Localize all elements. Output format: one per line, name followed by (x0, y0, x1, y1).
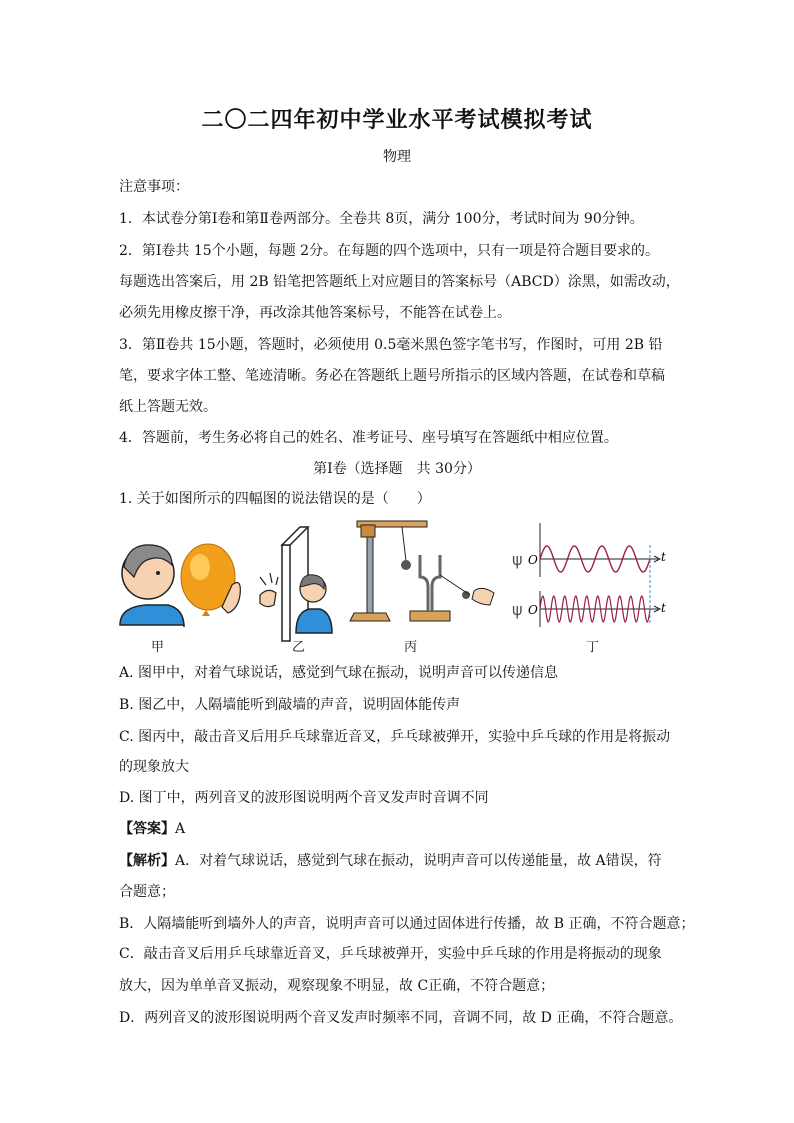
analysis-line (119, 852, 689, 870)
note-line: 3．第Ⅱ卷共 15小题，答题时，必须使用 0.5毫米黑色签字笔书写，作图时，可用 2B 铅 (119, 337, 663, 353)
question-stem: 1. 关于如图所示的四幅图的说法错误的是（ ） (119, 491, 431, 507)
section-title: 第Ⅰ卷（选择题 共 30分） (313, 461, 481, 477)
answer-label: 【答案】 (119, 821, 175, 837)
analysis-line: C．敲击音叉后用乒乓球靠近音叉，乒乓球被弹开，实验中乒乓球的作用是将振动的现象 (119, 946, 662, 962)
analysis-line: 放大，因为单单音叉振动，观察现象不明显，故 C正确，不符合题意； (119, 978, 555, 994)
analysis-line: D．两列音叉的波形图说明两个音叉发声时频率不同，音调不同，故 D 正确，不符合题意。 (119, 1010, 683, 1026)
note-line: 2．第Ⅰ卷共 15个小题，每题 2分。在每题的四个选项中，只有一项是符合题目要求的。 (119, 243, 660, 259)
note-line: 4．答题前，考生务必将自己的姓名、准考证号、座号填写在答题纸中相应位置。 (119, 430, 618, 446)
figure-label-yi: 乙 (292, 640, 306, 655)
note-line: 纸上答题无效。 (119, 399, 217, 415)
tuning-fork-icon: ψ (512, 550, 523, 569)
analysis-line: 合题意； (119, 884, 175, 900)
waveform-diagram (512, 523, 666, 627)
note-line: 笔，要求字体工整、笔迹清晰。务必在答题纸上题号所指示的区域内答题，在试卷和草稿 (119, 368, 665, 384)
figure-label-bing: 丙 (404, 640, 418, 655)
option-c-cont: 的现象放大 (119, 759, 189, 775)
wall-listener-illustration (260, 527, 332, 641)
wave-time-label: t (661, 550, 666, 564)
wave-origin-label: O (528, 553, 538, 567)
analysis-line: B．人隔墙能听到墙外人的声音，说明声音可以通过固体进行传播，故 B 正确，不符合题意； (119, 916, 695, 932)
figure-label-ding: 丁 (586, 640, 600, 655)
figure-label-jia: 甲 (151, 640, 165, 655)
wave-origin-label: O (528, 603, 538, 617)
notes-heading: 注意事项： (119, 179, 189, 195)
note-line: 每题选出答案后，用 2B 铅笔把答题纸上对应题目的答案标号（ABCD）涂黑，如需改动， (119, 274, 680, 290)
option-d: D. 图丁中，两列音叉的波形图说明两个音叉发声时音调不同 (119, 790, 489, 806)
option-a: A. 图甲中，对着气球说话，感觉到气球在振动，说明声音可以传递信息 (119, 665, 559, 681)
page-title: 二〇二四年初中学业水平考试模拟考试 (201, 108, 593, 133)
note-line: 1．本试卷分第Ⅰ卷和第Ⅱ卷两部分。全卷共 8页，满分 100分，考试时间为 90分钟。 (119, 211, 644, 227)
option-b: B. 图乙中，人隔墙能听到敲墙的声音，说明固体能传声 (119, 697, 461, 713)
boy-balloon-illustration (120, 544, 240, 627)
option-c: C. 图丙中，敲击音叉后用乒乓球靠近音叉，乒乓球被弹开，实验中乒乓球的作用是将振动 (119, 729, 671, 745)
question-figure (110, 515, 690, 660)
note-line: 必须先用橡皮擦干净，再改涂其他答案标号，不能答在试卷上。 (119, 305, 511, 321)
analysis-label: 【解析】 (119, 853, 175, 869)
answer-line (119, 820, 689, 838)
answer-value: A (175, 821, 186, 837)
tuning-fork-pendulum-illustration (350, 521, 494, 621)
tuning-fork-icon: ψ (512, 600, 523, 619)
analysis-text: A．对着气球说话，感觉到气球在振动，说明声音可以传递能量，故 A错误，符 (175, 853, 662, 869)
subject: 物理 (383, 149, 411, 165)
wave-time-label: t (661, 601, 666, 615)
